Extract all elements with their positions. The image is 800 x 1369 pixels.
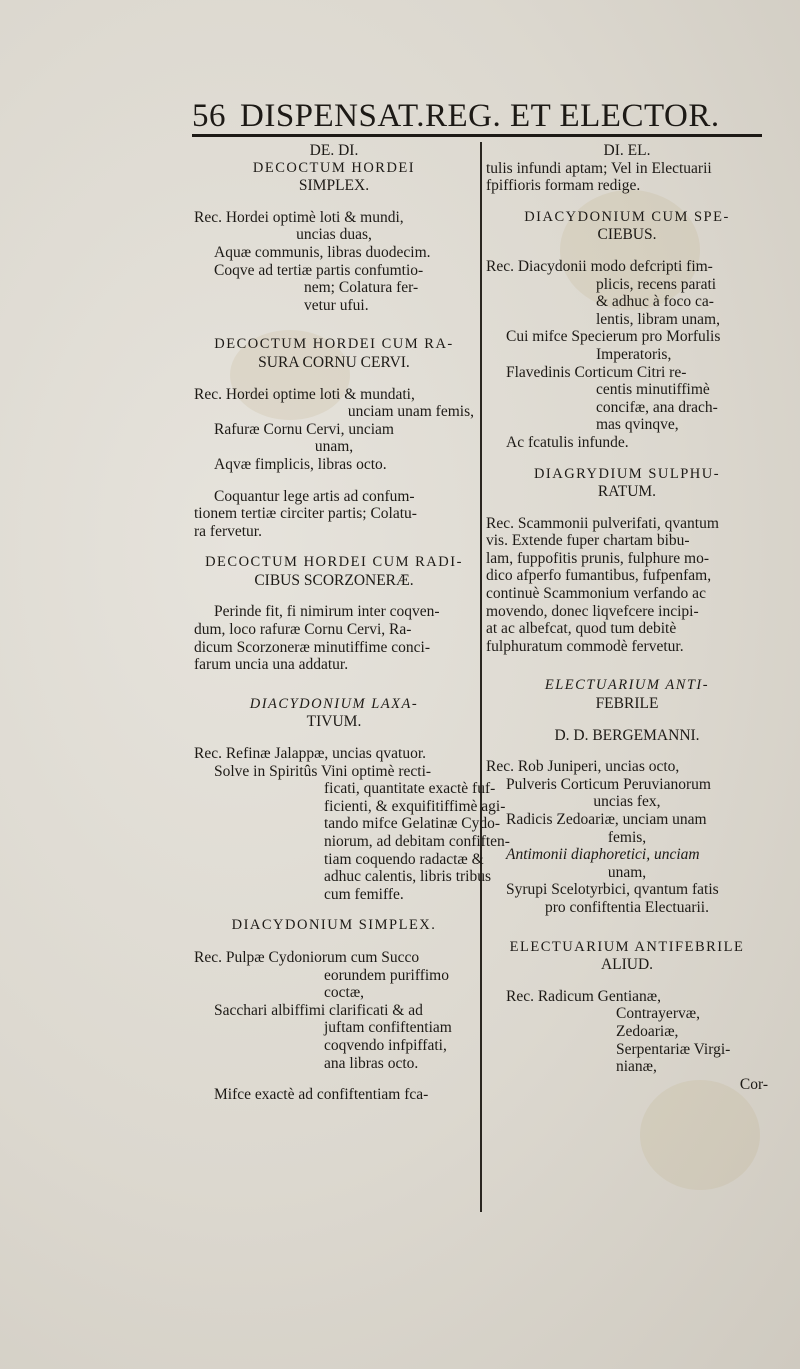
text-line: Imperatoris, bbox=[596, 345, 672, 363]
text-line: Rec. Radicum Gentianæ, bbox=[506, 987, 661, 1005]
text-line: Zedoariæ, bbox=[616, 1022, 679, 1040]
running-title: DISPENSAT.REG. ET ELECTOR. bbox=[240, 98, 720, 134]
spacer bbox=[486, 974, 768, 988]
spacer bbox=[194, 935, 474, 949]
column-divider bbox=[480, 142, 482, 1212]
text-line: D. D. BERGEMANNI. bbox=[554, 726, 700, 744]
text-line: Rec. Hordei optimè loti & mundi, bbox=[194, 208, 404, 226]
text-line: unam, bbox=[607, 863, 647, 881]
text-line: Aquæ communis, libras duodecim. bbox=[214, 243, 431, 261]
text-line: & adhuc à foco ca- bbox=[596, 293, 714, 311]
text-line: dicum Scorzoneræ minutiffime conci- bbox=[194, 638, 431, 656]
text-line: DIAGRYDIUM SULPHU- bbox=[533, 465, 721, 482]
text-line: tiam coquendo radactæ & bbox=[324, 850, 484, 868]
text-line: farum uncia una addatur. bbox=[194, 656, 349, 674]
text-line: lam, fuppofitis prunis, fulphure mo- bbox=[486, 549, 709, 567]
spacer bbox=[486, 713, 768, 727]
text-line: DECOCTUM HORDEI CUM RA- bbox=[214, 336, 454, 353]
spacer bbox=[486, 917, 768, 939]
spacer bbox=[486, 501, 768, 515]
text-line: Cui mifce Specierum pro Morfulis bbox=[506, 328, 721, 346]
page-header bbox=[192, 98, 762, 135]
left-column bbox=[194, 142, 510, 1104]
text-line: DECOCTUM HORDEI bbox=[252, 159, 416, 176]
text-line: Coqve ad tertiæ partis confumtio- bbox=[214, 261, 424, 279]
text-line: Rec. Pulpæ Cydoniorum cum Succo bbox=[194, 948, 420, 966]
text-line: CIBUS SCORZONERÆ. bbox=[254, 571, 414, 589]
paper-stain bbox=[640, 1080, 760, 1190]
text-line: juftam confiftentiam bbox=[324, 1019, 452, 1037]
text-line: Perinde fit, fi nimirum inter coqven- bbox=[214, 603, 440, 621]
text-line: unciam unam femis, bbox=[347, 403, 474, 421]
text-line: FEBRILE bbox=[595, 695, 659, 713]
text-line: Solve in Spiritûs Vini optimè recti- bbox=[214, 762, 432, 780]
page-number: 56 bbox=[192, 98, 226, 134]
text-line: tulis infundi aptam; Vel in Electuarii bbox=[486, 159, 712, 177]
spacer bbox=[486, 244, 768, 258]
text-line: tionem tertiæ circiter partis; Colatu- bbox=[194, 505, 417, 523]
text-line: femis, bbox=[607, 828, 647, 846]
text-line: movendo, donec liqvefcere incipi- bbox=[486, 602, 699, 620]
spacer bbox=[194, 731, 474, 745]
text-line: Cor- bbox=[739, 1075, 768, 1093]
text-line: DE. DI. bbox=[309, 142, 359, 159]
spacer bbox=[194, 314, 474, 336]
text-line: tando mifce Gelatinæ Cydo- bbox=[324, 815, 501, 833]
text-line: pro confiftentia Electuarii. bbox=[545, 898, 709, 916]
text-line: Ac fcatulis infunde. bbox=[506, 433, 629, 451]
text-line: coqvendo infpiffati, bbox=[324, 1036, 447, 1054]
text-line: DIACYDONIUM LAXA- bbox=[249, 695, 419, 712]
text-line: ana libras octo. bbox=[324, 1054, 419, 1072]
text-line: ELECTUARIUM ANTIFEBRILE bbox=[509, 938, 745, 955]
text-line: vetur ufui. bbox=[304, 296, 369, 314]
text-line: dum, loco rafuræ Cornu Cervi, Ra- bbox=[194, 621, 412, 639]
text-line: DI. EL. bbox=[603, 142, 651, 159]
text-line: Rec. Diacydonii modo defcripti fim- bbox=[486, 257, 713, 275]
text-line: DIACYDONIUM CUM SPE- bbox=[524, 208, 730, 225]
text-line: cum femiffe. bbox=[324, 885, 404, 903]
text-line: Aqvæ fimplicis, libras octo. bbox=[214, 455, 387, 473]
text-line: TIVUM. bbox=[306, 713, 362, 731]
spacer bbox=[486, 655, 768, 677]
text-line: ficienti, & exquifitiffimè agi- bbox=[324, 797, 506, 815]
text-line: SURA CORNU CERVI. bbox=[258, 353, 410, 371]
text-line: Rec. Hordei optime loti & mundati, bbox=[194, 385, 415, 403]
text-line: plicis, recens parati bbox=[596, 275, 717, 293]
text-line: unam, bbox=[314, 438, 354, 456]
text-line: Pulveris Corticum Peruvianorum bbox=[506, 775, 711, 793]
text-line: lentis, libram unam, bbox=[596, 310, 720, 328]
text-line: dico afperfo fumantibus, fufpenfam, bbox=[486, 567, 712, 585]
text-line: Antimonii diaphoretici, unciam bbox=[506, 846, 700, 864]
spacer bbox=[194, 372, 474, 386]
text-line: Rafuræ Cornu Cervi, unciam bbox=[214, 420, 394, 438]
spacer bbox=[194, 903, 474, 917]
text-line: Sacchari albiffimi clarificati & ad bbox=[214, 1001, 423, 1019]
spacer bbox=[194, 674, 474, 696]
text-line: Contrayervæ, bbox=[616, 1005, 700, 1023]
text-line: continuè Scammonium verfando ac bbox=[486, 585, 706, 603]
text-line: Serpentariæ Virgi- bbox=[616, 1040, 731, 1058]
text-line: Rec. Scammonii pulverifati, qvantum bbox=[486, 514, 719, 532]
text-line: concifæ, ana drach- bbox=[596, 398, 718, 416]
spacer bbox=[486, 195, 768, 209]
text-line: fpiffioris formam redige. bbox=[486, 177, 641, 195]
spacer bbox=[194, 540, 474, 554]
text-line: fulphuratum commodè fervetur. bbox=[486, 637, 684, 655]
text-line: Mifce exactè ad confiftentiam fca- bbox=[214, 1086, 429, 1104]
text-line: at ac albefcat, quod tum debitè bbox=[486, 620, 677, 638]
text-line: vis. Extende fuper chartam bibu- bbox=[486, 532, 690, 550]
text-line: SIMPLEX. bbox=[298, 177, 370, 195]
text-line: DECOCTUM HORDEI CUM RADI- bbox=[205, 554, 463, 571]
text-line: Coquantur lege artis ad confum- bbox=[214, 487, 415, 505]
text-line: uncias duas, bbox=[296, 226, 372, 244]
text-line: nem; Colatura fer- bbox=[304, 279, 419, 297]
text-line: Syrupi Scelotyrbici, qvantum fatis bbox=[506, 881, 719, 899]
right-column bbox=[486, 142, 768, 1093]
text-line: centis minutiffimè bbox=[596, 381, 710, 399]
text-line: coctæ, bbox=[324, 984, 365, 1002]
text-line: ra fervetur. bbox=[194, 522, 262, 540]
text-line: Flavedinis Corticum Citri re- bbox=[506, 363, 687, 381]
text-line: uncias fex, bbox=[593, 793, 661, 811]
spacer bbox=[194, 1072, 474, 1086]
text-line: adhuc calentis, libris tribus bbox=[324, 868, 492, 886]
text-line: Rec. Rob Juniperi, uncias octo, bbox=[486, 758, 680, 776]
text-line: niorum, ad debitam confiften- bbox=[324, 833, 510, 850]
text-line: ALIUD. bbox=[600, 956, 654, 974]
text-line: Rec. Refinæ Jalappæ, uncias qvatuor. bbox=[194, 745, 427, 763]
spacer bbox=[486, 452, 768, 466]
spacer bbox=[486, 744, 768, 758]
text-line: RATUM. bbox=[597, 483, 657, 501]
text-line: mas qvinqve, bbox=[596, 416, 679, 434]
header-rule bbox=[192, 134, 762, 137]
text-line: nianæ, bbox=[616, 1058, 657, 1076]
spacer bbox=[194, 589, 474, 603]
text-line: CIEBUS. bbox=[597, 226, 657, 244]
spacer bbox=[194, 195, 474, 209]
text-line: DIACYDONIUM SIMPLEX. bbox=[231, 917, 437, 934]
text-line: Radicis Zedoariæ, unciam unam bbox=[506, 811, 707, 828]
text-line: eorundem puriffimo bbox=[324, 966, 449, 984]
spacer bbox=[194, 474, 474, 488]
text-line: ELECTUARIUM ANTI- bbox=[544, 677, 710, 694]
text-line: ficati, quantitate exactè fuf- bbox=[324, 780, 496, 798]
